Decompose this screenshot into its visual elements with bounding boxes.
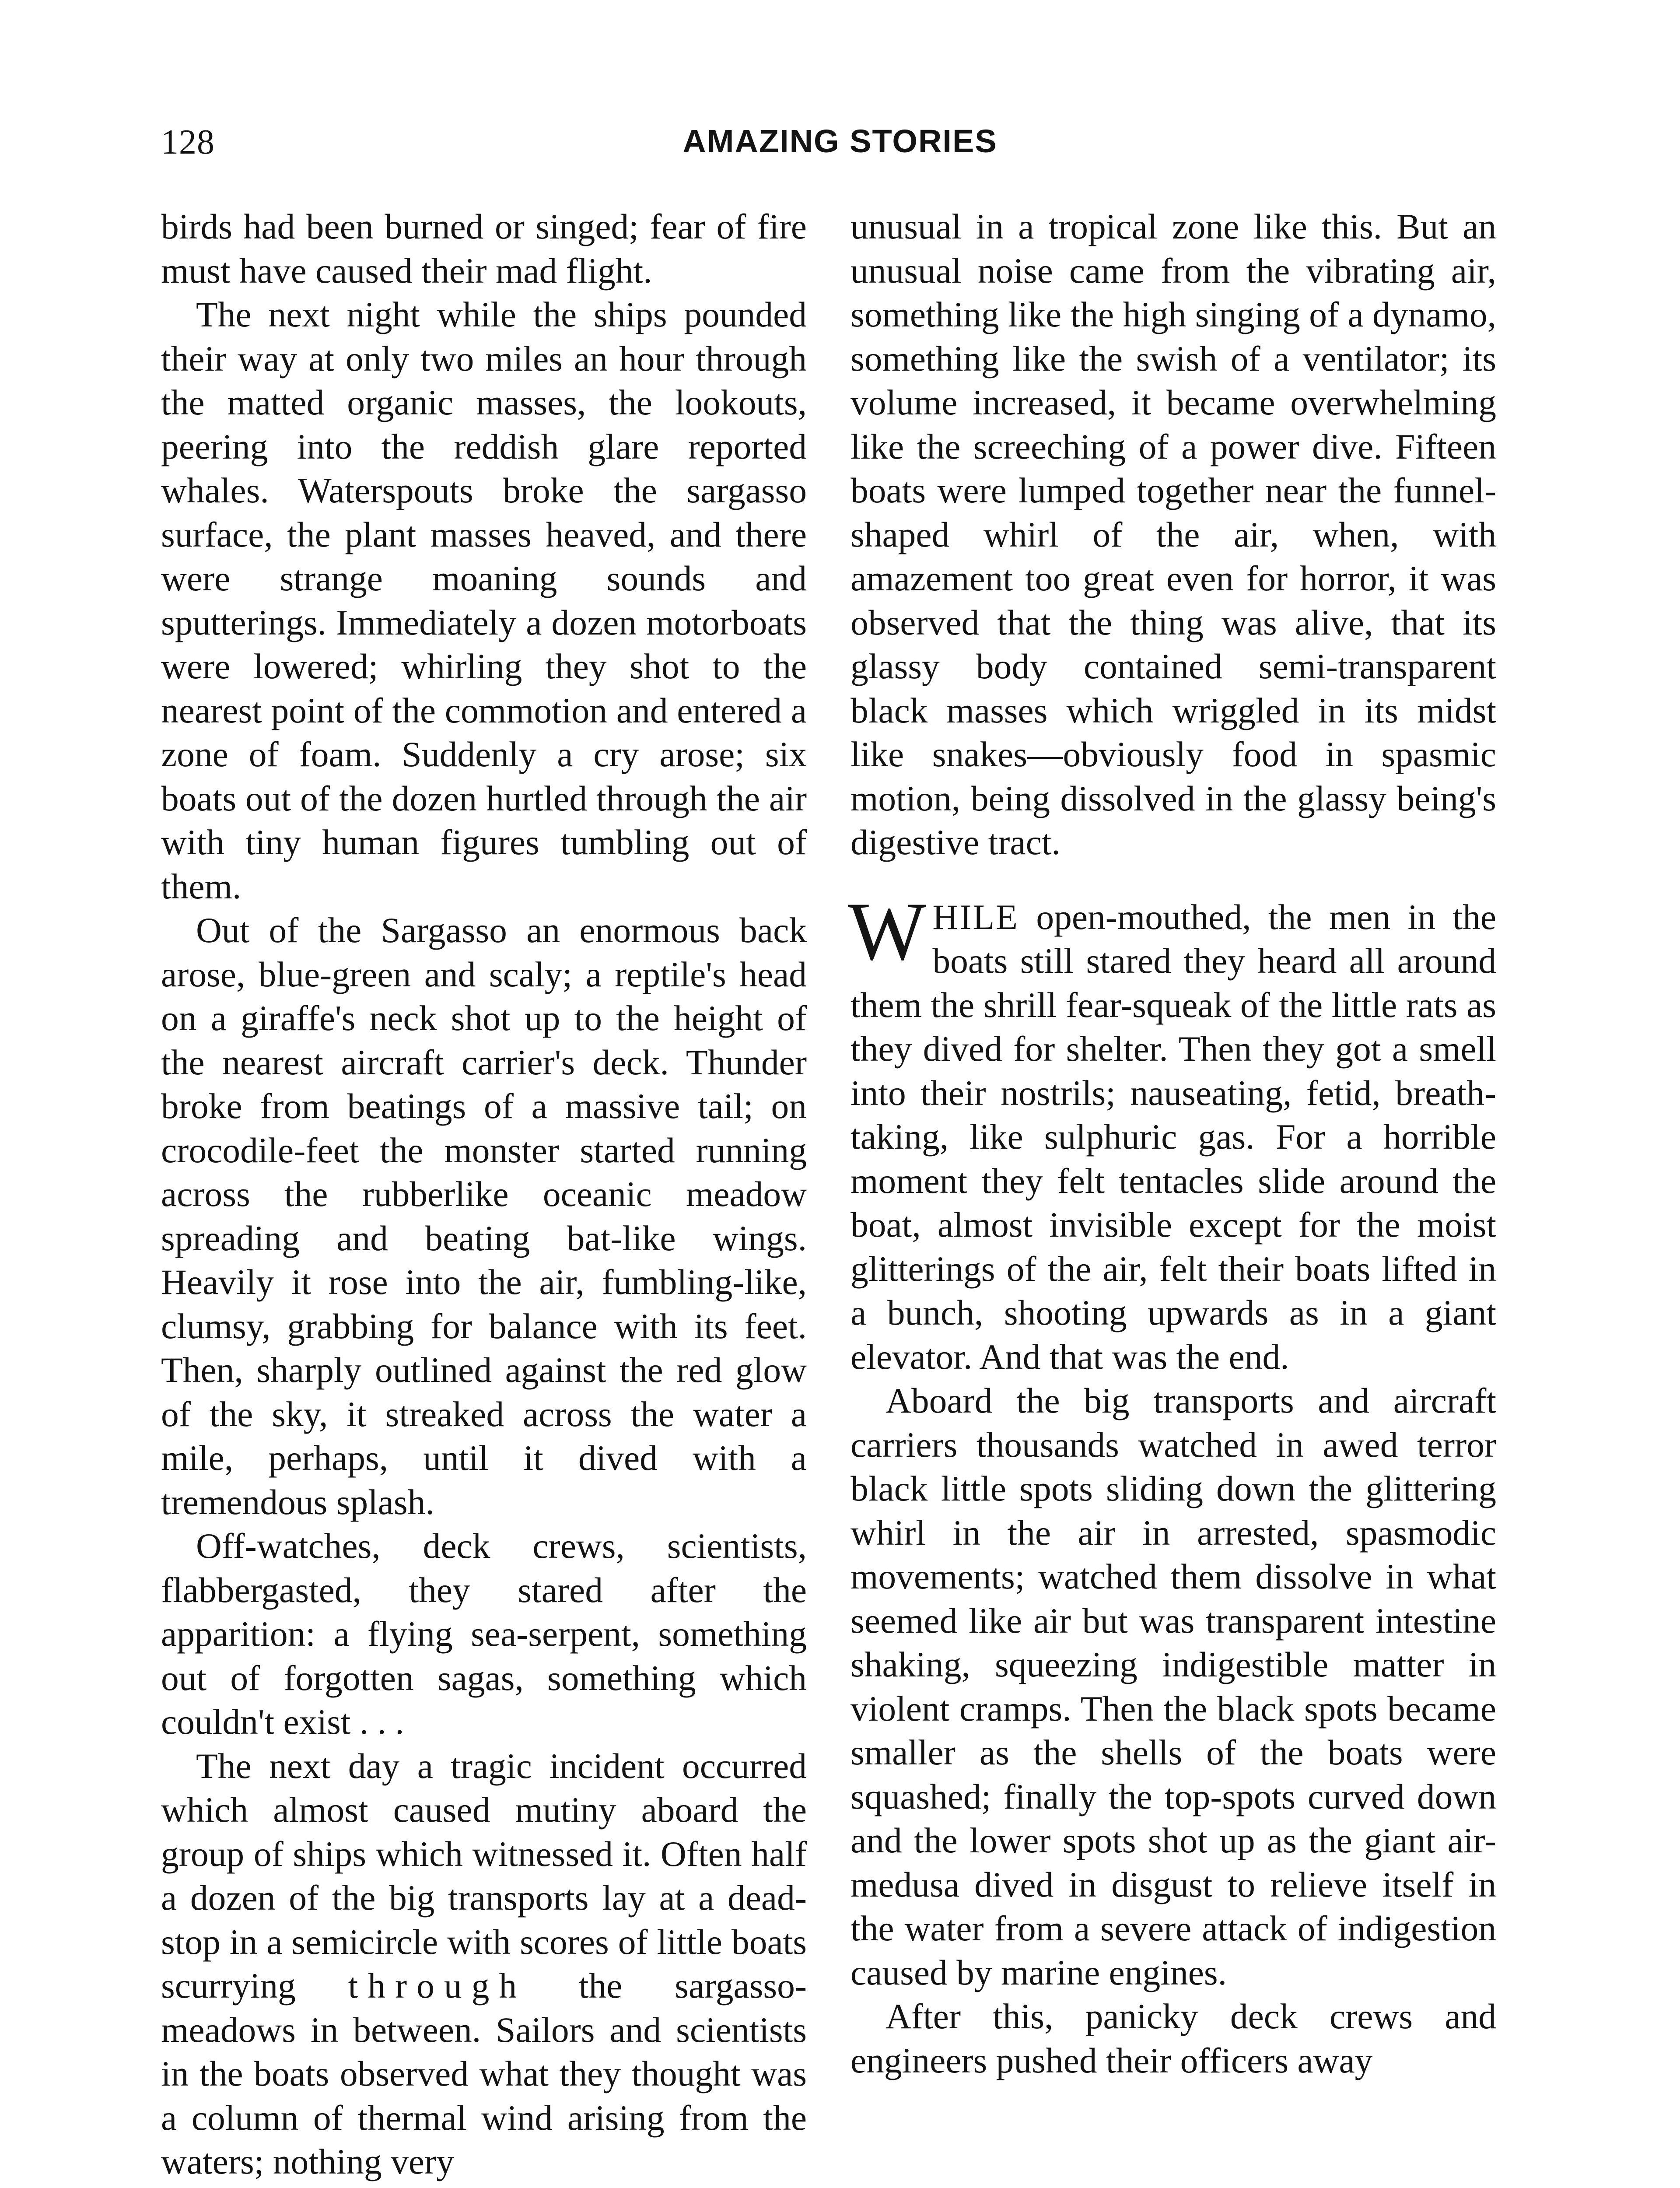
- letterspaced-word: through: [348, 1966, 527, 2006]
- paragraph: Off-watches, deck crews, scientists, flabbergasted, they stared after the apparition: a flying sea-serpent, something out of forgotten sagas, something which couldn't exist . . .: [161, 1526, 807, 1742]
- paragraph-text: open-mouthed, the men in the boats still stared they heard all around them the shrill fear-squeak of the little rats as they dived for shelter. Then they got a smell into their nostrils; nauseating, fetid, breath-taking, like sulphuric gas. For a horrible moment they felt tentacles slide around the boat, almost invisible except for the moist glitterings of the air, felt their boats lifted in a bunch, shooting upwards as in a giant elevator. And that was the end.: [850, 897, 1496, 1377]
- running-title: AMAZING STORIES: [682, 123, 998, 159]
- paragraph: [161, 1744, 807, 2184]
- right-column: [850, 205, 1496, 2083]
- small-caps-word: HILE: [932, 897, 1019, 937]
- section-start-paragraph: [848, 885, 1496, 1379]
- paragraph-text: the sargasso-meadows in between. Sailors and scientists in the boats observed what they thought was a column of thermal wind arising from the waters; nothing very: [161, 1966, 807, 2181]
- left-column: [161, 205, 807, 2184]
- page-header: [0, 0, 1680, 193]
- paragraph: After this, panicky deck crews and engineers pushed their officers away: [850, 1996, 1496, 2080]
- paragraph: The next night while the ships pounded their way at only two miles an hour through the matted organic masses, the lookouts, peering into the reddish glare reported whales. Waterspouts broke the sargasso surface, the plant masses heaved, and there were strange moaning sounds and sputterings. Immediately a dozen motorboats were lowered; whirling they shot to the nearest point of the commotion and entered a zone of foam. Suddenly a cry arose; six boats out of the dozen hurtled through the air with tiny human figures tumbling out of them.: [161, 295, 807, 906]
- page-number: 128: [161, 123, 215, 161]
- paragraph-text: The next day a tragic incident occurred which almost caused mutiny aboard the group of ships which witnessed it. Often half a dozen of the big transports lay at a dead-stop in a semicircle with scores of little boats scurrying: [161, 1746, 807, 2006]
- paragraph: birds had been burned or singed; fear of fire must have caused their mad flight.: [161, 207, 807, 291]
- paragraph: Out of the Sargasso an enormous back arose, blue-green and scaly; a reptile's head on a giraffe's neck shot up to the height of the nearest aircraft carrier's deck. Thunder broke from beatings of a massive tail; on crocodile-feet the monster started running across the rubberlike oceanic meadow spreading and beating bat-like wings. Heavily it rose into the air, fumbling-like, clumsy, grabbing for balance with its feet. Then, sharply outlined against the red glow of the sky, it streaked across the water a mile, perhaps, until it dived with a tremendous splash.: [161, 910, 807, 1522]
- paragraph: Aboard the big transports and aircraft carriers thousands watched in awed terror black little spots sliding down the glittering whirl in the air in arrested, spasmodic movements; watched them dissolve in what seemed like air but was transparent intestine shaking, squeezing indigestible matter in violent cramps. Then the black spots became smaller as the shells of the boats were squashed; finally the top-spots curved down and the lower spots shot up as the giant air-medusa dived in disgust to relieve itself in the water from a severe attack of indigestion caused by marine engines.: [850, 1381, 1496, 1992]
- drop-cap: W: [848, 885, 927, 978]
- paragraph: unusual in a tropical zone like this. But an unusual noise came from the vibrating air, something like the high singing of a dynamo, something like the swish of a ventilator; its volume increased, it became overwhelming like the screeching of a power dive. Fifteen boats were lumped together near the funnel-shaped whirl of the air, when, with amazement too great even for horror, it was observed that the thing was alive, that its glassy body contained semi-transparent black masses which wriggled in its midst like snakes—obviously food in spasmic motion, being dissolved in the glassy being's digestive tract.: [850, 207, 1496, 862]
